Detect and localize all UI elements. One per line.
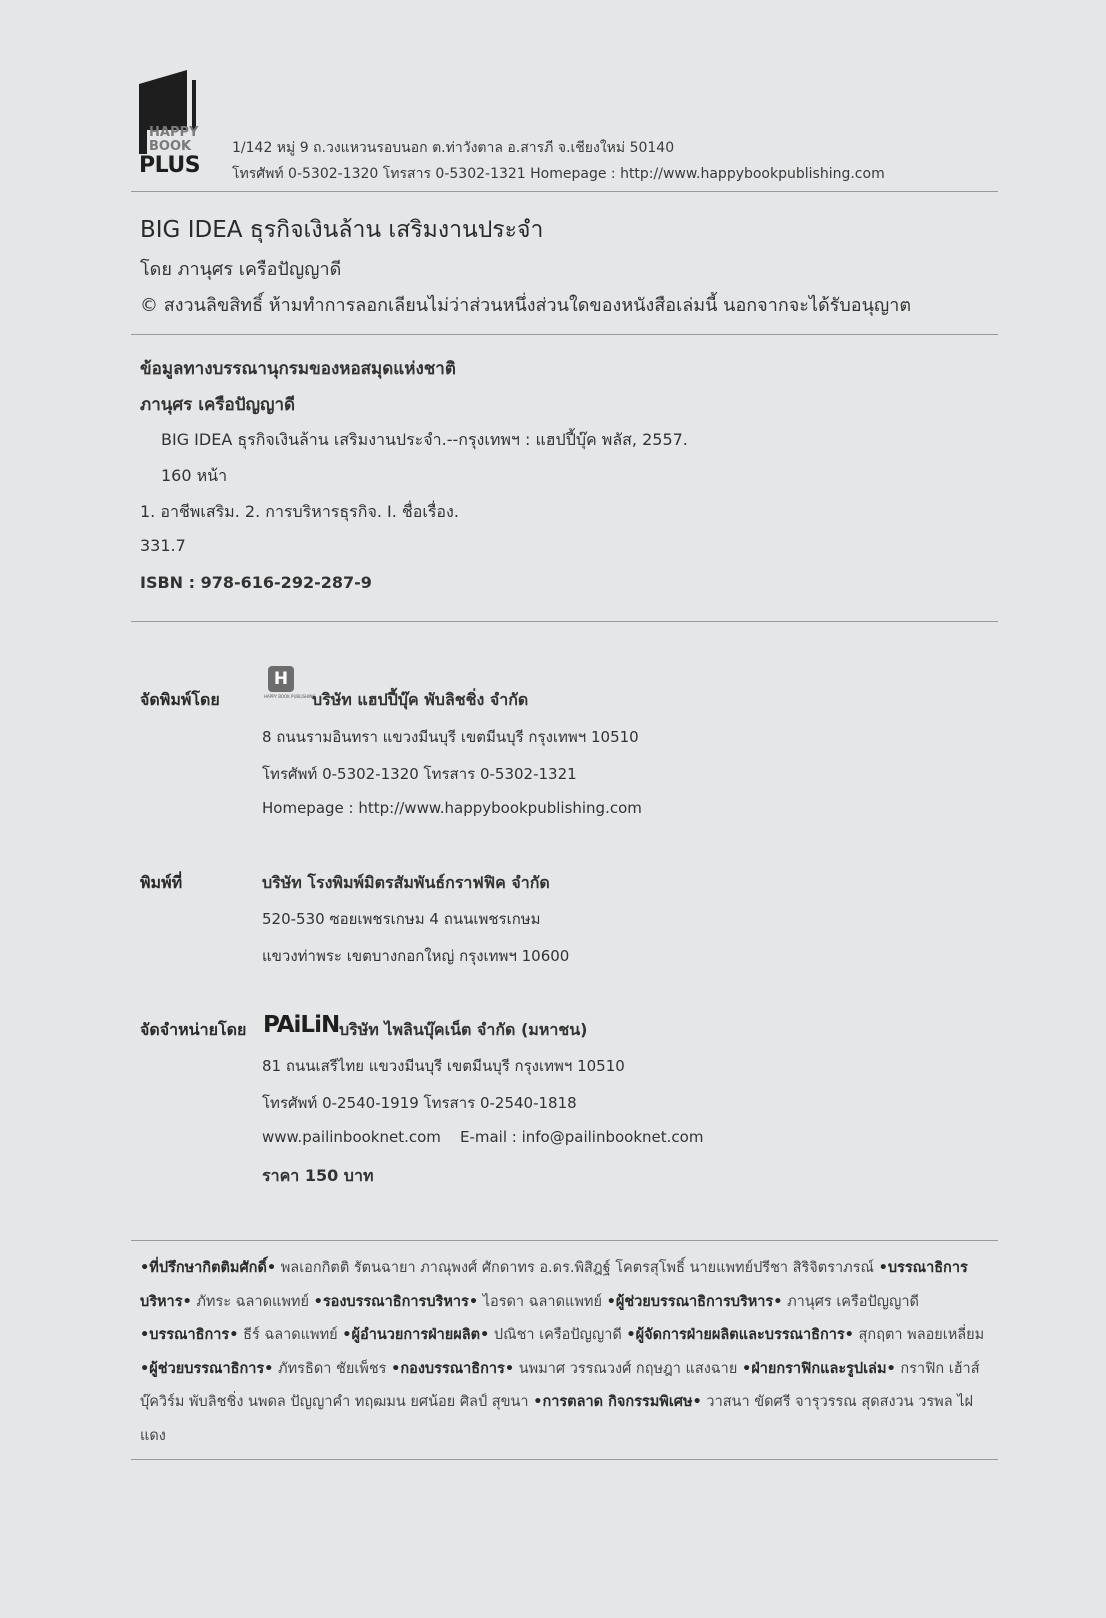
logo-text-book: BOOK [149,139,192,154]
happy-book-plus-logo [139,70,219,182]
credit-role: •ผู้ช่วยบรรณาธิการบริหาร• [606,1293,783,1310]
pailin-logo: PAiLiN [263,1012,340,1038]
cip-author: ภานุศร เครือปัญญาดี [140,395,296,415]
divider [131,1240,998,1241]
credit-role: •การตลาด กิจกรรมพิเศษ• [533,1394,702,1410]
printer-label: พิมพ์ที่ [140,873,183,892]
credit-names: ภัทระ ฉลาดแพทย์ [191,1293,314,1310]
cip-subjects: 1. อาชีพเสริม. 2. การบริหารธุรกิจ. I. ชื่อเรื่อง. [140,502,459,521]
credit-role: •รองบรรณาธิการบริหาร• [313,1293,479,1310]
distributor-phone: โทรศัพท์ 0-2540-1919 โทรสาร 0-2540-1818 [262,1094,577,1112]
distributor-web: www.pailinbooknet.com E-mail : info@pailinbooknet.com [262,1128,704,1146]
header-contact: โทรศัพท์ 0-5302-1320 โทรสาร 0-5302-1321 Homepage : http://www.happybookpublishing.com [232,166,885,182]
divider [131,621,998,622]
credit-role: •บรรณาธิการ• [140,1327,239,1343]
cip-pages: 160 หน้า [161,466,228,485]
credit-names: สุกฤตา พลอยเหลี่ยม [853,1327,985,1343]
logo-text-plus: PLUS [139,153,201,178]
distributor-address: 81 ถนนเสรีไทย แขวงมีนบุรี เขตมีนบุรี กรุงเทพฯ 10510 [262,1057,625,1075]
logo-text-happy: HAPPY [149,125,199,140]
printer-address-1: 520-530 ซอยเพชรเกษม 4 ถนนเพชรเกษม [262,910,541,928]
credit-names: ภัทรธิดา ชัยเพ็ชร [273,1360,392,1377]
header-address: 1/142 หมู่ 9 ถ.วงแหวนรอบนอก ต.ท่าวังตาล อ.สารภี จ.เชียงใหม่ 50140 [232,140,675,156]
credit-role: •ผู้ช่วยบรรณาธิการ• [140,1360,274,1377]
credit-role: •กองบรรณาธิการ• [391,1360,515,1377]
price: ราคา 150 บาท [262,1166,374,1185]
credit-role: •ผู้อำนวยการฝ่ายผลิต• [342,1327,490,1343]
divider [131,1459,998,1460]
publisher-name: บริษัท แฮปปี้บุ๊ค พับลิชชิ่ง จำกัด [312,690,529,709]
printer-address-2: แขวงท่าพระ เขตบางกอกใหญ่ กรุงเทพฯ 10600 [262,947,570,965]
credit-names: นพมาศ วรรณวงศ์ กฤษฎา แสงฉาย [514,1360,742,1377]
book-author: โดย ภานุศร เครือปัญญาดี [140,259,342,280]
credit-role: •ที่ปรึกษากิตติมศักดิ์• [140,1260,277,1276]
publisher-logo-text: HAPPY BOOK PUBLISHING [264,694,316,699]
divider [131,191,998,192]
staff-credits [140,1252,996,1453]
distributor-label: จัดจำหน่ายโดย [140,1020,247,1039]
credit-role: •บรรณาธิการบริหาร• [140,1260,968,1310]
distributor-name: บริษัท ไพลินบุ๊คเน็ต จำกัด (มหาชน) [339,1020,588,1039]
happy-book-publishing-logo: H HAPPY BOOK PUBLISHING [264,666,298,704]
cip-isbn: ISBN : 978-616-292-287-9 [140,573,372,592]
publisher-phone: โทรศัพท์ 0-5302-1320 โทรสาร 0-5302-1321 [262,765,577,783]
credit-names: ธีร์ ฉลาดแพทย์ [238,1327,343,1343]
credit-names: กราฟิก เฮ้าส์ บุ๊ควิร์ม พับลิชชิ่ง นพดล ปัญญาคำ ทฤฒมน ยศน้อย ศิลป์ สุขนา [140,1360,980,1410]
credit-names: ภานุศร เครือปัญญาดี [782,1293,919,1310]
copyright-notice: © สงวนลิขสิทธิ์ ห้ามทำการลอกเลียนไม่ว่าส่วนหนึ่งส่วนใดของหนังสือเล่มนี้ นอกจากจะได้รับอนุญาต [140,295,912,316]
credit-role: •ฝ่ายกราฟิกและรูปเล่ม• [741,1360,896,1377]
credit-names: พลเอกกิตติ รัตนฉายา ภาณุพงศ์ ศักดาทร อ.ดร.พิสิฎฐ์ โคตรสุโพธิ์ นายแพทย์ปรีชา สิริจิตราภรณ์ [276,1260,879,1276]
cip-classification: 331.7 [140,536,186,555]
cip-entry: BIG IDEA ธุรกิจเงินล้าน เสริมงานประจำ.--กรุงเทพฯ : แฮปปี้บุ๊ค พลัส, 2557. [161,430,688,449]
credit-names: ปณิชา เครือปัญญาดี [489,1327,627,1343]
credit-role: •ผู้จัดการฝ่ายผลิตและบรรณาธิการ• [626,1327,854,1343]
credit-names: ไอรดา ฉลาดแพทย์ [478,1293,607,1310]
cip-heading: ข้อมูลทางบรรณานุกรมของหอสมุดแห่งชาติ [140,359,456,379]
publisher-address: 8 ถนนรามอินทรา แขวงมีนบุรี เขตมีนบุรี กรุงเทพฯ 10510 [262,728,639,746]
printer-name: บริษัท โรงพิมพ์มิตรสัมพันธ์กราฟฟิค จำกัด [262,873,550,892]
credit-names: วาสนา ขัดศรี จารุวรรณ สุดสงวน วรพล ไฝแดง [140,1394,973,1444]
publisher-label: จัดพิมพ์โดย [140,690,220,709]
divider [131,334,998,335]
book-title: BIG IDEA ธุรกิจเงินล้าน เสริมงานประจำ [140,217,544,243]
publisher-homepage: Homepage : http://www.happybookpublishing.com [262,799,642,817]
